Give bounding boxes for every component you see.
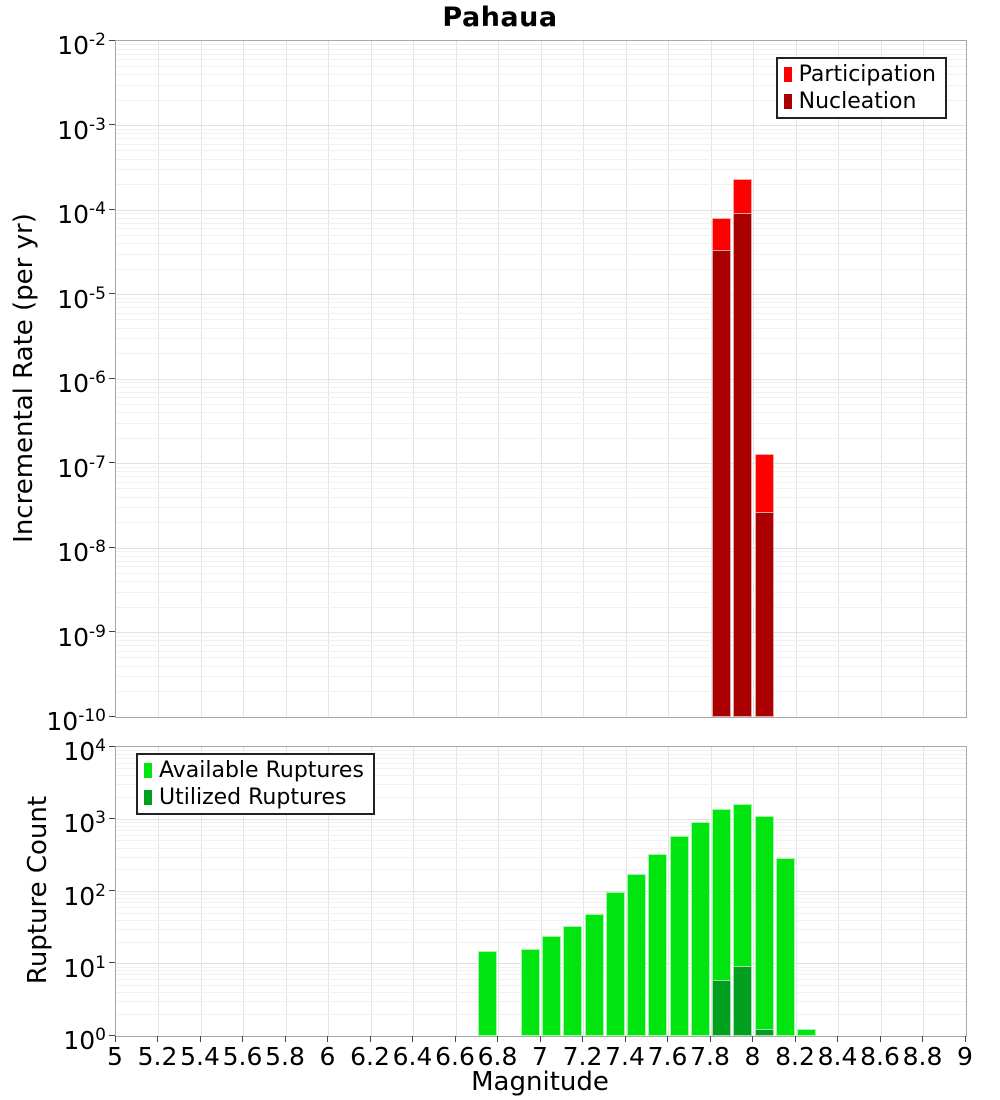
y-tick (109, 746, 115, 747)
gridline-minor (116, 551, 966, 552)
y-tick-label: $10^{-10}$ (46, 706, 106, 736)
gridline-minor (116, 561, 966, 562)
gridline-minor (116, 392, 966, 393)
gridline-minor (116, 666, 966, 667)
gridline-minor (116, 822, 966, 823)
gridline-minor (116, 636, 966, 637)
x-tick-label: 5.6 (222, 1042, 263, 1071)
y-tick (109, 40, 115, 41)
bar-utilized-ruptures (733, 966, 752, 1036)
x-axis-label: Magnitude (471, 1067, 609, 1097)
bar-utilized-ruptures (755, 1029, 774, 1036)
gridline-minor (116, 651, 966, 652)
y-tick (109, 962, 115, 963)
gridline-minor (116, 471, 966, 472)
y-tick (109, 818, 115, 819)
bar-available-ruptures (585, 914, 604, 1036)
gridline-minor (116, 49, 966, 50)
gridline-major (116, 963, 966, 964)
y-tick-label: $10^3$ (63, 808, 106, 839)
bar-available-ruptures (797, 1029, 816, 1036)
y-tick-label: $10^2$ (63, 880, 106, 911)
legend-count (136, 753, 375, 815)
gridline-minor (116, 423, 966, 424)
gridline-minor (116, 218, 966, 219)
y-tick (109, 462, 115, 463)
legend-label-utilized: Utilized Ruptures (159, 785, 347, 810)
x-tick-label: 6.4 (392, 1042, 433, 1071)
gridline-minor (116, 44, 966, 45)
gridline-minor (116, 857, 966, 858)
y-tick-label: $10^{-3}$ (57, 114, 106, 145)
gridline-major (116, 819, 966, 820)
x-tick-label: 7.4 (605, 1042, 645, 1071)
bar-available-ruptures (755, 816, 774, 1036)
y-tick (109, 890, 115, 891)
gridline-minor (116, 404, 966, 405)
gridline-minor (116, 691, 966, 692)
x-tick-label: 7.2 (562, 1042, 603, 1071)
x-tick-label: 8.8 (902, 1042, 943, 1071)
gridline-minor (116, 338, 966, 339)
gridline-minor (116, 826, 966, 827)
legend-item-nucleation (784, 88, 936, 115)
gridline-major (116, 463, 966, 464)
gridline-minor (116, 898, 966, 899)
gridline-minor (116, 382, 966, 383)
gridline-major (116, 379, 966, 380)
gridline-minor (116, 144, 966, 145)
gridline-minor (116, 581, 966, 582)
gridline-minor (116, 328, 966, 329)
gridline-minor (116, 920, 966, 921)
gridline-minor (116, 353, 966, 354)
gridline-major (116, 891, 966, 892)
gridline-minor (116, 942, 966, 943)
gridline-minor (116, 522, 966, 523)
gridline-minor (116, 302, 966, 303)
bar-utilized-ruptures (712, 980, 731, 1036)
gridline-minor (116, 645, 966, 646)
participation-swatch-icon (784, 67, 792, 82)
gridline-minor (116, 476, 966, 477)
gridline-minor (116, 507, 966, 508)
gridline-minor (116, 592, 966, 593)
gridline-minor (116, 970, 966, 971)
x-tick-label: 5 (107, 1042, 123, 1071)
y-tick-label: $10^{-6}$ (57, 368, 106, 398)
x-tick-label: 9 (957, 1042, 973, 1071)
gridline-minor (116, 992, 966, 993)
gridline-minor (116, 129, 966, 130)
x-tick-label: 8.2 (775, 1042, 815, 1071)
y-tick (109, 293, 115, 294)
x-tick-label: 8.4 (817, 1042, 858, 1071)
gridline-minor (116, 607, 966, 608)
gridline-minor (116, 1014, 966, 1015)
plot-area-incremental-rate (115, 40, 967, 718)
gridline-minor (116, 223, 966, 224)
gridline-minor (116, 894, 966, 895)
legend-item-participation (784, 61, 936, 88)
y-axis-label-rate: Incremental Rate (per yr) (9, 213, 39, 543)
gridline-minor (116, 138, 966, 139)
x-tick-label: 6 (319, 1042, 336, 1071)
gridline-minor (116, 1001, 966, 1002)
gridline-minor (116, 902, 966, 903)
gridline-minor (116, 313, 966, 314)
bar-available-ruptures (627, 874, 646, 1036)
gridline-minor (116, 397, 966, 398)
gridline-major (116, 210, 966, 211)
bar-nucleation (712, 250, 731, 717)
bar-available-ruptures (691, 822, 710, 1036)
gridline-minor (116, 298, 966, 299)
gridline-minor (116, 307, 966, 308)
gridline-major (116, 548, 966, 549)
gridline-minor (116, 133, 966, 134)
gridline-minor (116, 497, 966, 498)
gridline-minor (116, 929, 966, 930)
gridline-major (116, 632, 966, 633)
bar-available-ruptures (670, 836, 689, 1036)
gridline-minor (116, 319, 966, 320)
gridline-minor (116, 467, 966, 468)
bar-available-ruptures (563, 926, 582, 1036)
x-tick-label: 6.2 (350, 1042, 390, 1071)
x-tick-label: 6.6 (435, 1042, 475, 1071)
x-tick-label: 7.6 (647, 1042, 688, 1071)
legend-item-available (144, 757, 364, 784)
x-tick-label: 8.6 (860, 1042, 900, 1071)
bar-available-ruptures (776, 858, 795, 1036)
bar-available-ruptures (542, 936, 561, 1036)
gridline-minor (116, 150, 966, 151)
y-tick-label: $10^{-5}$ (57, 283, 106, 314)
y-tick-label: $10^{-4}$ (57, 199, 106, 229)
gridline-minor (116, 830, 966, 831)
y-tick-label: $10^1$ (63, 952, 106, 983)
y-tick-label: $10^{-2}$ (57, 30, 106, 60)
bar-nucleation (733, 213, 752, 717)
utilized-swatch-icon (144, 790, 152, 805)
gridline-minor (116, 907, 966, 908)
gridline-minor (116, 974, 966, 975)
x-tick-label: 7 (532, 1042, 548, 1071)
x-tick-label: 8 (744, 1042, 761, 1071)
gridline-minor (116, 243, 966, 244)
gridline-minor (116, 482, 966, 483)
gridline-minor (116, 657, 966, 658)
gridline-minor (116, 985, 966, 986)
gridline-minor (116, 269, 966, 270)
x-tick-label: 5.4 (180, 1042, 220, 1071)
gridline-minor (116, 979, 966, 980)
gridline-minor (116, 159, 966, 160)
y-tick-label: $10^{-8}$ (57, 537, 106, 567)
gridline-minor (116, 573, 966, 574)
gridline-major (116, 294, 966, 295)
x-tick-label: 6.8 (477, 1042, 518, 1071)
gridline-minor (116, 640, 966, 641)
legend-label-available: Available Ruptures (159, 758, 364, 783)
gridline-minor (116, 967, 966, 968)
gridline-minor (116, 169, 966, 170)
gridline-minor (116, 488, 966, 489)
y-tick-label: $10^0$ (63, 1025, 106, 1055)
gridline-minor (116, 835, 966, 836)
y-tick-label: $10^{-7}$ (57, 452, 106, 483)
gridline-minor (116, 840, 966, 841)
bar-available-ruptures (478, 951, 497, 1036)
y-axis-label-count: Rupture Count (23, 795, 53, 985)
bar-available-ruptures (606, 892, 625, 1037)
y-tick (109, 378, 115, 379)
gridline-minor (116, 54, 966, 55)
gridline-minor (116, 869, 966, 870)
legend-label-participation: Participation (798, 62, 936, 87)
gridline-minor (116, 556, 966, 557)
gridline-minor (116, 235, 966, 236)
x-tick-label: 5.2 (137, 1042, 178, 1071)
bar-nucleation (755, 512, 774, 717)
available-swatch-icon (144, 763, 152, 778)
bar-available-ruptures (521, 949, 540, 1036)
legend-label-nucleation: Nucleation (798, 89, 917, 114)
legend-rate (776, 57, 947, 119)
gridline-minor (116, 387, 966, 388)
y-tick-label: $10^{-9}$ (57, 621, 106, 652)
gridline-minor (116, 438, 966, 439)
y-tick (109, 716, 115, 717)
y-tick (109, 209, 115, 210)
gridline-minor (116, 848, 966, 849)
gridline-minor (116, 566, 966, 567)
y-tick (109, 124, 115, 125)
bar-available-ruptures (648, 854, 667, 1036)
gridline-minor (116, 913, 966, 914)
chart-title: Pahaua (442, 2, 558, 33)
y-tick-label: $10^4$ (63, 736, 106, 766)
y-tick (109, 547, 115, 548)
gridline-minor (116, 184, 966, 185)
gridline-minor (116, 676, 966, 677)
plot-area-rupture-count (115, 746, 967, 1037)
legend-item-utilized (144, 784, 364, 811)
y-tick (109, 631, 115, 632)
gridline-minor (116, 213, 966, 214)
x-tick-label: 5.8 (265, 1042, 305, 1071)
nucleation-swatch-icon (784, 94, 792, 109)
gridline-minor (116, 228, 966, 229)
gridline-minor (116, 750, 966, 751)
x-tick-label: 7.8 (690, 1042, 730, 1071)
gridline-minor (116, 254, 966, 255)
gridline-minor (116, 412, 966, 413)
gridline-major (116, 125, 966, 126)
